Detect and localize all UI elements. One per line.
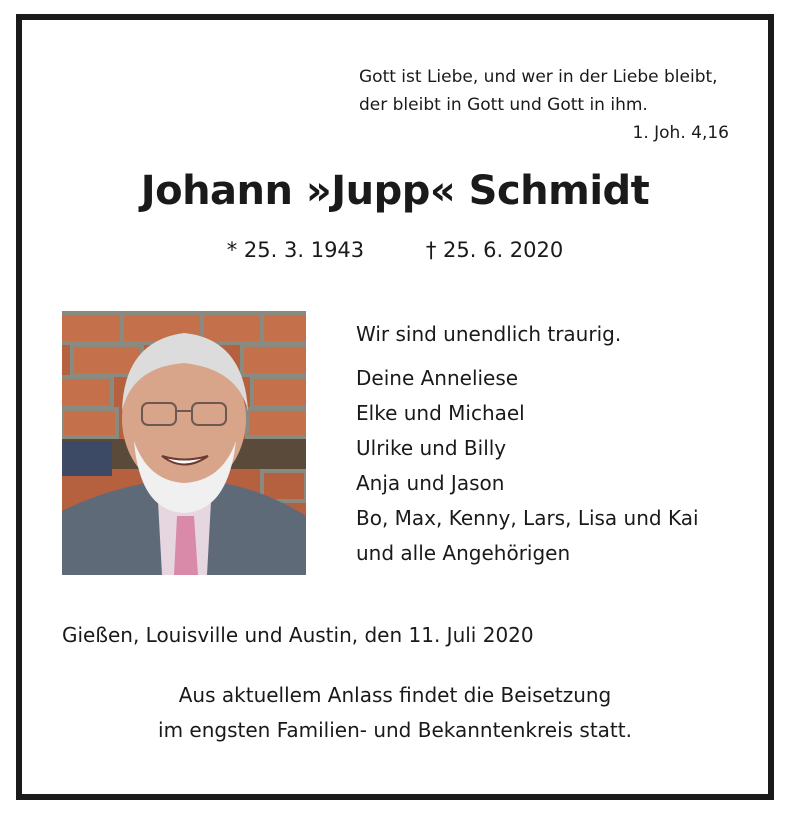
obituary-frame [16, 14, 774, 800]
mourner-line: Deine Anneliese [356, 366, 519, 390]
portrait-photo [62, 311, 306, 575]
mourning-statement: Wir sind unendlich traurig. [356, 322, 622, 346]
funeral-notice [22, 678, 768, 748]
life-dates [22, 238, 768, 262]
family-section [356, 318, 756, 571]
verse-reference: 1. Joh. 4,16 [632, 123, 729, 143]
mourner-line: Elke und Michael [356, 401, 525, 425]
death-date: † 25. 6. 2020 [425, 238, 564, 262]
place-and-date: Gießen, Louisville und Austin, den 11. Juli 2020 [62, 623, 534, 647]
notice-line-2: im engsten Familien- und Bekanntenkreis statt. [158, 718, 632, 742]
notice-line-1: Aus aktuellem Anlass findet die Beisetzung [178, 683, 612, 707]
mourner-line: Bo, Max, Kenny, Lars, Lisa und Kai [356, 506, 699, 530]
bible-verse [359, 63, 729, 147]
verse-line-2: der bleibt in Gott und Gott in ihm. [359, 95, 648, 115]
mourner-line: und alle Angehörigen [356, 541, 571, 565]
mourner-line: Ulrike und Billy [356, 436, 507, 460]
verse-line-1: Gott ist Liebe, und wer in der Liebe bleibt, [359, 67, 718, 87]
deceased-name: Johann »Jupp« Schmidt [140, 168, 650, 214]
birth-date: * 25. 3. 1943 [226, 238, 365, 262]
mourners-list [356, 361, 756, 571]
mourner-line: Anja und Jason [356, 471, 505, 495]
